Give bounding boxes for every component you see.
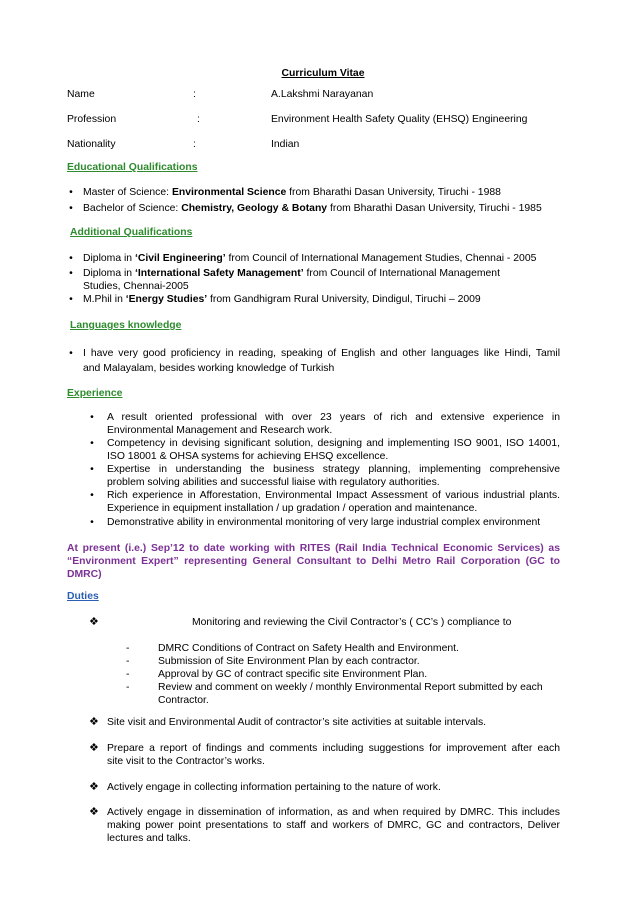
duties-item: Site visit and Environmental Audit of contractor’s site activities at suitable intervals. xyxy=(107,717,487,728)
bullet-icon: • xyxy=(69,187,73,198)
bullet-icon: • xyxy=(69,268,73,279)
languages-text: I have very good proficiency in reading, speaking of English and other languages like Hindi, Tamil xyxy=(83,348,560,359)
duties-item-continued: lectures and talks. xyxy=(107,833,191,844)
duties-item-continued: making power point presentations to staff and workers of DMRC, GC and contractors, Deliver xyxy=(107,820,560,831)
bullet-icon: • xyxy=(90,438,94,449)
dash-icon: - xyxy=(126,656,130,667)
additional-heading: Additional Qualifications xyxy=(70,227,193,238)
experience-heading: Experience xyxy=(67,388,123,399)
present-position: At present (i.e.) Sep’12 to date working with RITES (Rail India Technical Economic Services) as xyxy=(67,543,560,554)
diamond-bullet-icon: ❖ xyxy=(89,742,99,754)
duties-subitem: DMRC Conditions of Contract on Safety Health and Environment. xyxy=(158,643,459,654)
languages-text-continued: and Malayalam, besides working knowledge of Turkish xyxy=(83,363,335,374)
nationality-label: Nationality xyxy=(67,139,116,150)
additional-item: M.Phil in ‘Energy Studies’ from Gandhigram Rural University, Dindigul, Tiruchi – 2009 xyxy=(83,294,481,305)
education-heading: Educational Qualifications xyxy=(67,162,198,173)
profession-colon: : xyxy=(197,114,200,125)
present-position-continued: DMRC) xyxy=(67,569,102,580)
dash-icon: - xyxy=(126,643,130,654)
additional-item: Diploma in ‘Civil Engineering’ from Council of International Management Studies, Chennai - 2005 xyxy=(83,253,537,264)
experience-item-continued: problem solving abilities and successful liaise with regulatory authorities. xyxy=(107,477,440,488)
duties-item-continued: site visit to the Contractor’s works. xyxy=(107,756,265,767)
nationality-colon: : xyxy=(193,139,196,150)
bullet-icon: • xyxy=(90,517,94,528)
duties-subitem: Approval by GC of contract specific site Environment Plan. xyxy=(158,669,428,680)
duties-subitem: Submission of Site Environment Plan by each contractor. xyxy=(158,656,420,667)
duties-subitem: Review and comment on weekly / monthly Environmental Report submitted by each xyxy=(158,682,543,693)
profession-label: Profession xyxy=(67,114,117,125)
dash-icon: - xyxy=(126,682,130,693)
duties-item: Actively engage in collecting information pertaining to the nature of work. xyxy=(107,782,441,793)
diamond-bullet-icon: ❖ xyxy=(89,806,99,818)
education-item: Bachelor of Science: Chemistry, Geology & Botany from Bharathi Dasan University, Tiruchi - 1985 xyxy=(83,203,542,214)
experience-item: Rich experience in Afforestation, Environmental Impact Assessment of various industrial plants. xyxy=(107,490,560,501)
additional-item: Diploma in ‘International Safety Management’ from Council of International Management xyxy=(83,268,500,279)
education-item: Master of Science: Environmental Science from Bharathi Dasan University, Tiruchi - 1988 xyxy=(83,187,501,198)
nationality-value: Indian xyxy=(271,139,300,150)
diamond-bullet-icon: ❖ xyxy=(89,716,99,728)
duties-intro: Monitoring and reviewing the Civil Contractor’s ( CC’s ) compliance to xyxy=(192,617,512,628)
page-title: Curriculum Vitae xyxy=(281,68,365,79)
bullet-icon: • xyxy=(69,253,73,264)
diamond-bullet-icon: ❖ xyxy=(89,781,99,793)
profession-value: Environment Health Safety Quality (EHSQ) Engineering xyxy=(271,114,528,125)
duties-heading: Duties xyxy=(67,591,99,602)
experience-item-continued: Environmental Management and Research work. xyxy=(107,425,333,436)
name-colon: : xyxy=(193,89,196,100)
bullet-icon: • xyxy=(90,464,94,475)
bullet-icon: • xyxy=(90,412,94,423)
experience-item-continued: ISO 18001 & OHSA systems for achieving EHSQ excellence. xyxy=(107,451,389,462)
present-position-continued: “Environment Expert” representing General Consultant to Delhi Metro Rail Corporation (GC to xyxy=(67,556,560,567)
languages-heading: Languages knowledge xyxy=(70,320,182,331)
duties-item: Actively engage in dissemination of information, as and when required by DMRC. This includes xyxy=(107,807,560,818)
bullet-icon: • xyxy=(69,203,73,214)
bullet-icon: • xyxy=(69,348,73,359)
experience-item-continued: Experience in equipment installation / up gradation / operation and maintenance. xyxy=(107,503,478,514)
duties-subitem-continued: Contractor. xyxy=(158,695,209,706)
diamond-bullet-icon: ❖ xyxy=(89,616,99,628)
experience-item: Expertise in understanding the business strategy planning, implementing comprehensive xyxy=(107,464,560,475)
experience-item: Demonstrative ability in environmental monitoring of very large industrial complex environment xyxy=(107,517,541,528)
duties-item: Prepare a report of findings and comments including suggestions for improvement after each xyxy=(107,743,560,754)
name-label: Name xyxy=(67,89,95,100)
bullet-icon: • xyxy=(90,490,94,501)
experience-item: A result oriented professional with over 23 years of rich and extensive experience in xyxy=(107,412,560,423)
dash-icon: - xyxy=(126,669,130,680)
experience-item: Competency in devising significant solution, designing and implementing ISO 9001, ISO 14001, xyxy=(107,438,560,449)
additional-item-continued: Studies, Chennai-2005 xyxy=(83,281,189,292)
bullet-icon: • xyxy=(69,294,73,305)
name-value: A.Lakshmi Narayanan xyxy=(271,89,374,100)
